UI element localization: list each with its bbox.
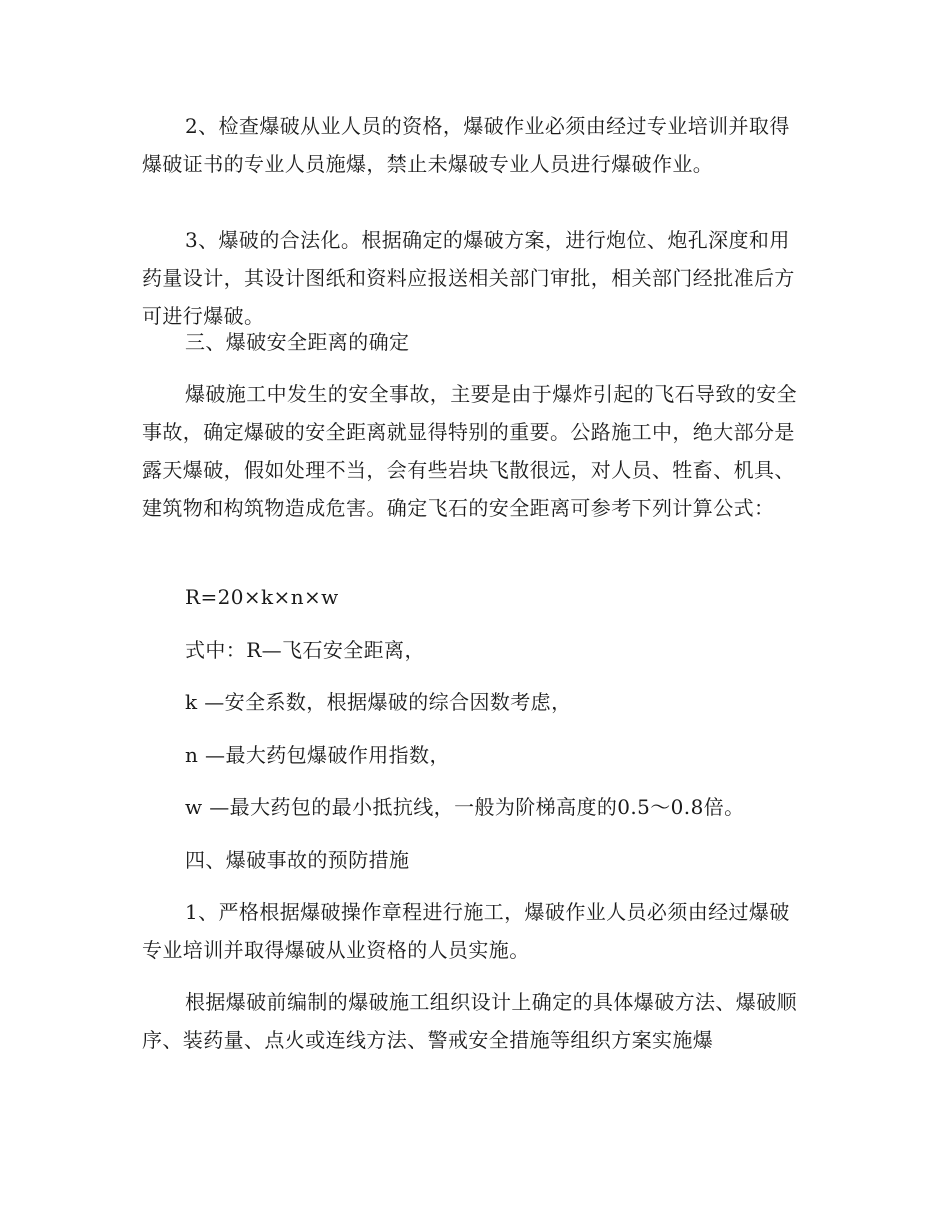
heading-accident-prevention: 四、爆破事故的预防措施 bbox=[185, 848, 410, 872]
paragraph-safety-distance: 爆破施工中发生的安全事故，主要是由于爆炸引起的飞石导致的安全事故，确定爆破的安全距离就显得特别的重要。公路施工中，绝大部分是露天爆破，假如处理不当，会有些岩块飞散很远，对人员、牲畜、机具、建筑物和构筑物造成危害。确定飞石的安全距离可参考下列计算公式： bbox=[142, 382, 797, 520]
definition-w: w —最大药包的最小抵抗线，一般为阶梯高度的0.5～0.8倍。 bbox=[185, 795, 745, 819]
paragraph-prevention-1: 1、严格根据爆破操作章程进行施工，爆破作业人员必须由经过爆破专业培训并取得爆破从业资格的人员实施。 bbox=[142, 900, 790, 962]
paragraph-legalization: 3、爆破的合法化。根据确定的爆破方案，进行炮位、炮孔深度和用药量设计，其设计图纸和资料应报送相关部门审批，相关部门经批准后方可进行爆破。 bbox=[142, 228, 795, 328]
paragraph-prevention-2: 根据爆破前编制的爆破施工组织设计上确定的具体爆破方法、爆破顺序、装药量、点火或连线方法、警戒安全措施等组织方案实施爆 bbox=[142, 990, 797, 1052]
definition-intro: 式中：R—飞石安全距离， bbox=[185, 638, 425, 662]
heading-safety-distance: 三、爆破安全距离的确定 bbox=[185, 330, 410, 354]
formula-line: R=20×k×n×w bbox=[185, 585, 339, 609]
definition-k: k —安全系数，根据爆破的综合因数考虑， bbox=[185, 690, 572, 714]
definition-n: n —最大药包爆破作用指数， bbox=[185, 743, 450, 767]
paragraph-personnel-qualification: 2、检查爆破从业人员的资格，爆破作业必须由经过专业培训并取得爆破证书的专业人员施爆，禁止未爆破专业人员进行爆破作业。 bbox=[142, 114, 790, 176]
